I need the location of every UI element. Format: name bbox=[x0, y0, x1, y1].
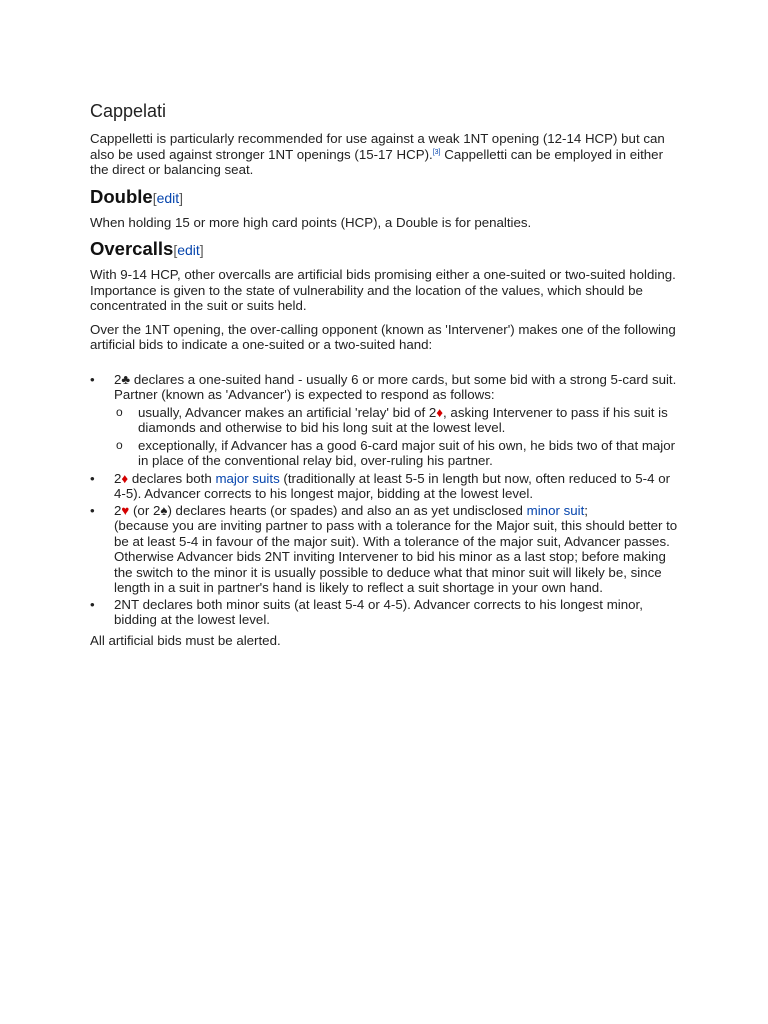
heading-cappelati: Cappelati bbox=[90, 101, 167, 121]
cappelati-paragraph bbox=[90, 131, 680, 178]
bid-alt: (or 2 bbox=[129, 502, 161, 518]
heading-overcalls bbox=[90, 238, 680, 261]
bid-description: declares a one-suited hand - usually 6 or more cards, but some bid with a strong 5-card suit. Partner (known as 'Advancer') is expected to respond as follows: bbox=[114, 371, 677, 402]
bid-level: 2 bbox=[114, 502, 122, 518]
diamond-suit-icon: ♦ bbox=[121, 470, 129, 486]
list-item-2-clubs bbox=[114, 372, 680, 469]
overcalls-paragraph-2: Over the 1NT opening, the over-calling opponent (known as 'Intervener') makes one of the following artificial bids to indicate a one-suited or a two-suited hand: bbox=[90, 321, 676, 352]
edit-link-overcalls[interactable]: edit bbox=[177, 242, 200, 258]
list-item-exception: o exceptionally, if Advancer has a good 6-card major suit of his own, he bids two of that major in place of the conventional relay bid, over-ruling his partner. bbox=[138, 438, 680, 469]
reference-mark[interactable]: [3] bbox=[432, 148, 441, 156]
list-item-2-diamonds bbox=[114, 471, 680, 502]
bid-description: ) declares hearts (or spades) and also an as yet undisclosed bbox=[167, 502, 527, 518]
closing-paragraph: All artificial bids must be alerted. bbox=[90, 632, 281, 648]
heading-overcalls-title: Overcalls bbox=[90, 238, 174, 259]
bids-list bbox=[90, 372, 680, 628]
club-suit-icon: ♣ bbox=[121, 371, 131, 387]
edit-bracket-close: ] bbox=[179, 189, 184, 206]
edit-link-double[interactable]: edit bbox=[156, 189, 180, 206]
edit-bracket-open: [ bbox=[152, 189, 157, 206]
semicolon: ; bbox=[584, 502, 588, 518]
bid-level: 2 bbox=[114, 470, 122, 486]
advancer-response-list bbox=[114, 405, 680, 469]
list-item-relay bbox=[138, 405, 680, 436]
overcalls-paragraph-1: With 9-14 HCP, other overcalls are artificial bids promising either a one-suited or two-suited holding. Importance is given to the state of vulnerability and the location of the values, which should be concentrated in the suit or suits held. bbox=[90, 267, 676, 313]
heading-double-title: Double bbox=[90, 185, 153, 207]
cappelati-text-2: Cappelletti can be employed in either the direct or balancing seat. bbox=[90, 146, 664, 177]
heading-double bbox=[90, 186, 680, 209]
cappelati-text-1: Cappelletti is particularly recommended for use against a weak 1NT opening (12-14 HCP) but can also be used against stronger 1NT openings (15-17 HCP). bbox=[90, 131, 665, 162]
edit-bracket-open: [ bbox=[173, 242, 178, 258]
diamond-suit-icon: ♦ bbox=[436, 404, 444, 420]
article-body bbox=[90, 100, 680, 656]
list-item-2nt: • 2NT declares both minor suits (at least 5-4 or 4-5). Advancer corrects to his longest minor, bidding at the lowest level. bbox=[114, 597, 680, 628]
minor-suit-link[interactable]: minor suit bbox=[526, 502, 585, 518]
edit-bracket-close: ] bbox=[199, 242, 204, 258]
relay-text-1: usually, Advancer makes an artificial 'relay' bid of 2 bbox=[138, 404, 437, 420]
bid-description: declares both bbox=[128, 470, 216, 486]
double-paragraph: When holding 15 or more high card points (HCP), a Double is for penalties. bbox=[90, 214, 532, 230]
relay-text-2: , asking Intervener to pass if his suit is diamonds and otherwise to bid his long suit at the lowest level. bbox=[138, 404, 668, 435]
bid-description-cont: (traditionally at least 5-5 in length but now, often reduced to 5-4 or 4-5). Advancer corrects to his longest major, bidding at the lowest level. bbox=[114, 470, 671, 501]
spade-suit-icon: ♠ bbox=[160, 502, 168, 518]
list-item-2-hearts bbox=[114, 503, 680, 596]
bid-level: 2 bbox=[114, 371, 122, 387]
major-suits-link[interactable]: major suits bbox=[215, 470, 280, 486]
heart-suit-icon: ♥ bbox=[121, 502, 130, 518]
bid-explanation: (because you are inviting partner to pass with a tolerance for the Major suit, this should better to be at least 5-4 in favour of the major suit). With a tolerance of the major suit, Advancer passes. Otherwise Advancer bids 2NT inviting Intervener to bid his minor as a last stop; before making the switch to the minor it is usually possible to deduce what that minor suit will likely be, since length in a suit in partner's hand is likely to reflect a suit shortage in your own hand. bbox=[114, 518, 678, 595]
